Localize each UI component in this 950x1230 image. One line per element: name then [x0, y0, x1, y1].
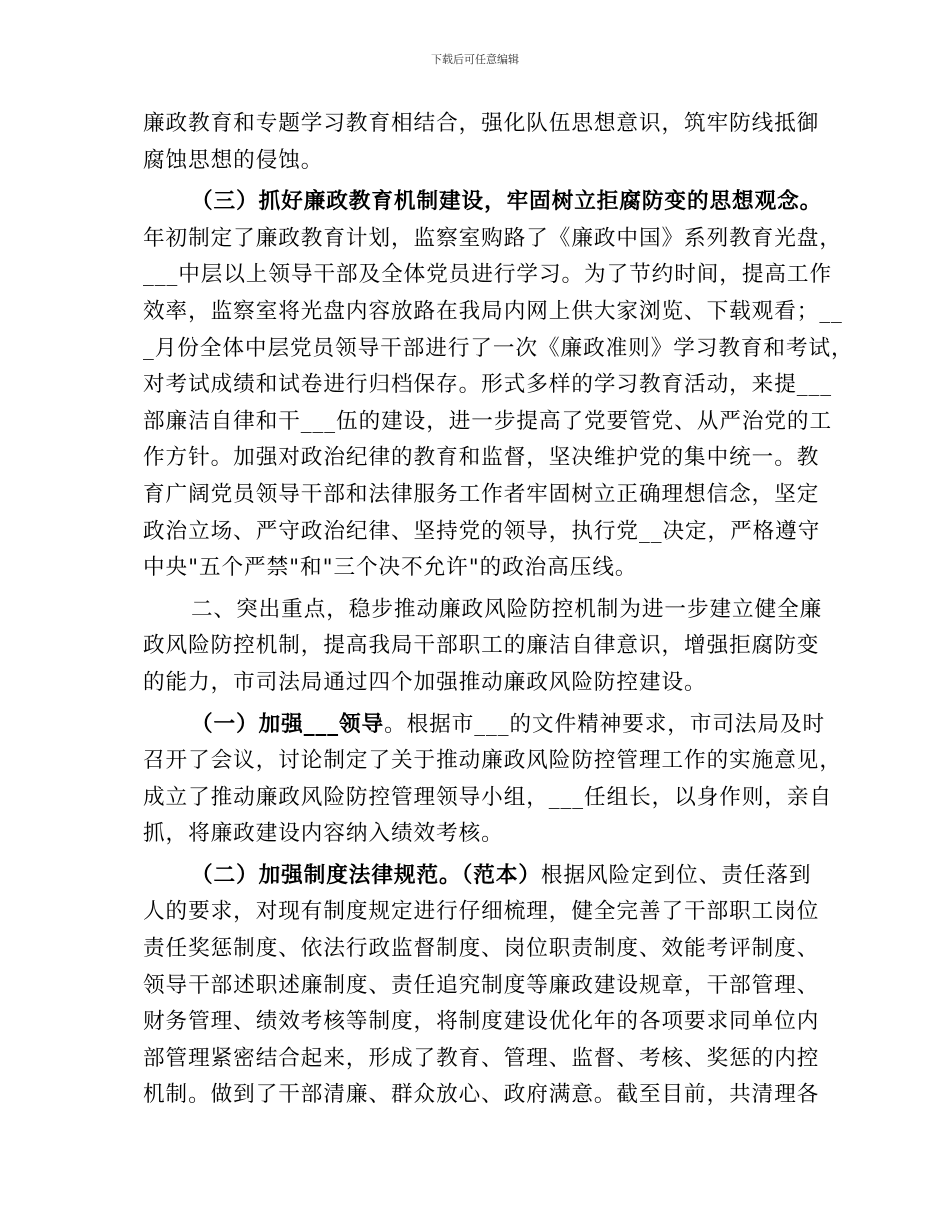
text-line [143, 477, 819, 514]
line-text: 年初制定了廉政教育计划，监察室购路了《廉政中国》系列教育光盘， [143, 225, 842, 251]
text-line [143, 628, 819, 665]
line-text: 二、突出重点，稳步推动廉政风险防控机制为进一步建立健全廉 [191, 596, 823, 622]
text-line [143, 106, 819, 143]
line-text: 腐蚀思想的侵蚀。 [143, 147, 324, 173]
line-text: 育广阔党员领导干部和法律服务工作者牢固树立正确理想信念，坚定 [143, 481, 820, 507]
text-line [143, 550, 819, 587]
text-line [143, 743, 842, 780]
line-text: 领导干部述职述廉制度、责任追究制度等廉政建设规章，干部管理、 [143, 972, 820, 998]
line-text: 财务管理、绩效考核等制度，将制度建设优化年的各项要求同单位内 [143, 1009, 820, 1035]
line-text: 抓，将廉政建设内容纳入绩效考核。 [143, 821, 504, 847]
line-text: 人的要求，对现有制度规定进行仔细梳理，健全完善了干部职工岗位 [143, 899, 820, 925]
text-line [143, 968, 819, 1005]
text-line [143, 404, 833, 441]
line-text: ___中层以上领导干部及全体党员进行学习。为了节约时间，提高工作 [143, 262, 833, 288]
text-line [143, 931, 819, 968]
line-text: 对考试成绩和试卷进行归档保存。形式多样的学习教育活动，来提___ [143, 372, 833, 398]
text-line [143, 1041, 819, 1078]
line-text: 责任奖惩制度、依法行政监督制度、岗位职责制度、效能考评制度、 [143, 936, 820, 962]
text-line [143, 514, 819, 551]
bold-heading: （二）加强制度法律规范。（范本） [191, 862, 541, 888]
line-text: 成立了推动廉政风险防控管理领导小组，___任组长，以身作则，亲自 [143, 784, 833, 810]
line-text: 召开了会议，讨论制定了关于推动廉政风险防控管理工作的实施意见， [143, 748, 842, 774]
text-line [143, 221, 842, 258]
text-line [143, 143, 819, 180]
text-line [143, 331, 854, 368]
line-text: 。根据市___的文件精神要求，市司法局及时 [384, 711, 826, 737]
text-line [143, 257, 833, 294]
line-text: 效率，监察室将光盘内容放路在我局内网上供大家浏览、下载观看；__ [143, 298, 843, 324]
line-text: 的能力，市司法局通过四个加强推动廉政风险防控建设。 [143, 669, 707, 695]
text-line [143, 1004, 819, 1041]
line-text: 部管理紧密结合起来，形成了教育、管理、监督、考核、奖惩的内控 [143, 1045, 820, 1071]
line-text: 中央"五个严禁"和"三个决不允许"的政治高压线。 [143, 555, 638, 581]
bold-heading: （三）抓好廉政教育机制建设，牢固树立拒腐防变的思想观念。 [191, 189, 823, 215]
text-line [143, 894, 819, 931]
line-text: 政风险防控机制，提高我局干部职工的廉洁自律意识，增强拒腐防变 [143, 633, 820, 659]
line-text: 机制。做到了干部清廉、群众放心、政府满意。截至目前，共清理各 [143, 1082, 820, 1108]
line-text: _月份全体中层党员领导干部进行了一次《廉政准则》学习教育和考试， [143, 335, 854, 361]
line-text: 作方针。加强对政治纪律的教育和监督，坚决维护党的集中统一。教 [143, 445, 820, 471]
bold-heading: （一）加强___领导 [191, 711, 385, 737]
text-line [143, 592, 823, 629]
text-line [143, 665, 819, 702]
line-text: 部廉洁自律和干___伍的建设，进一步提高了党要管党、从严治党的工 [143, 408, 833, 434]
text-line [143, 707, 826, 744]
text-line [143, 1077, 819, 1114]
page-header: 下载后可任意编辑 [431, 53, 519, 66]
text-line [143, 780, 833, 817]
text-line [143, 367, 833, 404]
document-body [143, 106, 854, 1114]
line-text: 政治立场、严守政治纪律、坚持党的领导，执行党__决定，严格遵守 [143, 518, 821, 544]
line-text: 根据风险定到位、责任落到 [540, 862, 812, 888]
text-line [143, 440, 819, 477]
text-line [143, 184, 823, 221]
text-line [143, 858, 819, 895]
text-line [143, 294, 843, 331]
text-line [143, 816, 819, 853]
line-text: 廉政教育和专题学习教育相结合，强化队伍思想意识，筑牢防线抵御 [143, 111, 820, 136]
